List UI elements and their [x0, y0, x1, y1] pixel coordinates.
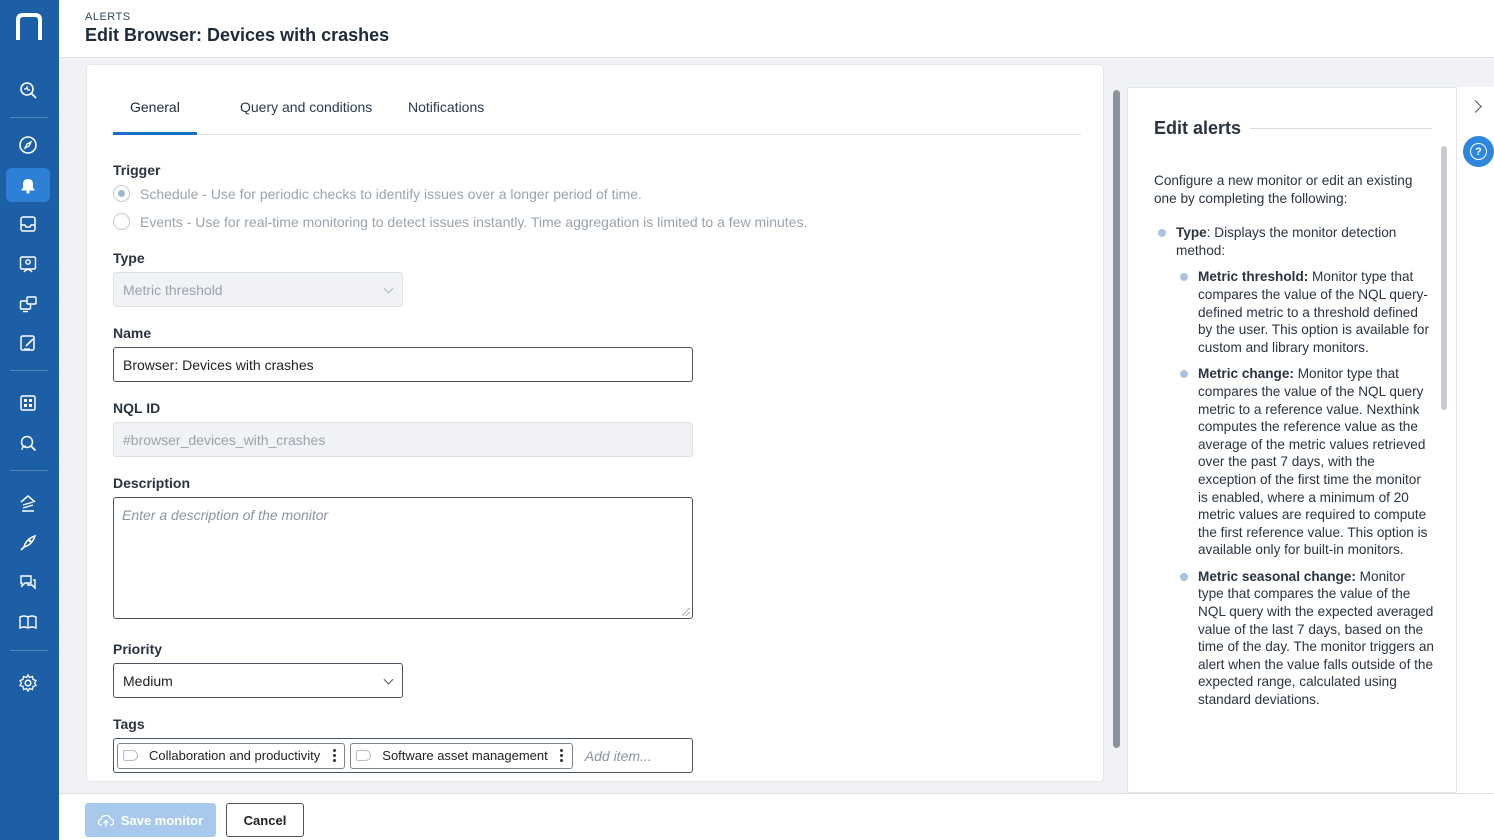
nav-user-search-icon[interactable] — [6, 247, 50, 281]
page-title: Edit Browser: Devices with crashes — [85, 25, 390, 45]
tag-chip[interactable] — [350, 743, 572, 769]
help-title: Edit alerts — [1154, 118, 1242, 138]
tags-input[interactable] — [113, 738, 693, 773]
nql-id-label: NQL ID — [113, 400, 161, 416]
nav-book-icon[interactable] — [6, 605, 50, 639]
resize-handle-icon[interactable] — [682, 608, 690, 616]
nav-campaign-icon[interactable] — [6, 486, 50, 520]
help-side-strip — [1457, 87, 1494, 793]
tag-icon — [123, 750, 138, 761]
nql-id-placeholder: #browser_devices_with_crashes — [123, 431, 326, 448]
nql-id-input[interactable] — [113, 422, 693, 457]
save-monitor-label: Save monitor — [120, 812, 204, 828]
trigger-option-schedule-label: Schedule - Use for periodic checks to identify issues over a longer period of time. — [140, 185, 642, 202]
radio-events[interactable] — [113, 213, 130, 230]
description-placeholder: Enter a description of the monitor — [122, 507, 329, 523]
nav-search-icon[interactable] — [6, 73, 50, 107]
nexthink-logo[interactable] — [15, 12, 43, 42]
tag-label: Software asset management — [382, 748, 548, 763]
tab-bar — [113, 87, 1081, 135]
breadcrumb[interactable]: ALERTS — [85, 11, 131, 23]
tags-label: Tags — [113, 716, 145, 732]
main-nav — [0, 0, 59, 840]
radio-schedule[interactable] — [113, 185, 130, 202]
help-scrollbar[interactable] — [1441, 146, 1447, 410]
tag-icon — [356, 750, 371, 761]
help-body — [1154, 172, 1434, 717]
help-type-item: Type: Displays the monitor detection method: — [1154, 224, 1434, 259]
monitor-form-card — [86, 64, 1104, 782]
help-panel — [1127, 87, 1457, 793]
save-monitor-button[interactable] — [85, 803, 216, 837]
tab-notifications[interactable]: Notifications — [408, 99, 485, 115]
nav-devices-icon[interactable] — [6, 287, 50, 321]
chevron-down-icon — [384, 674, 394, 684]
chevron-down-icon — [384, 283, 394, 293]
description-textarea[interactable] — [113, 497, 693, 619]
help-subitem: Metric threshold: Monitor type that compares the value of the NQL query-defined metric to a threshold defined by the user. This option is available for custom and library monitors. — [1176, 268, 1434, 356]
nav-apps-grid-icon[interactable] — [6, 386, 50, 420]
kebab-menu-icon[interactable] — [552, 744, 572, 768]
nav-investigation-icon[interactable] — [6, 426, 50, 460]
question-mark-icon: ? — [1470, 143, 1487, 160]
page-header — [59, 0, 1494, 58]
trigger-option-events[interactable] — [113, 213, 807, 230]
help-button[interactable] — [1463, 136, 1494, 167]
nav-edit-report-icon[interactable] — [6, 326, 50, 360]
nav-inbox-icon[interactable] — [6, 207, 50, 241]
tab-query-and-conditions[interactable]: Query and conditions — [240, 99, 373, 115]
kebab-menu-icon[interactable] — [324, 744, 344, 768]
cancel-button[interactable]: Cancel — [226, 803, 304, 837]
nav-compass-icon[interactable] — [6, 128, 50, 162]
trigger-label: Trigger — [113, 162, 161, 178]
type-label: Type — [113, 250, 145, 266]
nav-alerts-bell-icon[interactable] — [6, 168, 50, 202]
name-input-value: Browser: Devices with crashes — [123, 356, 314, 373]
type-select-value: Metric threshold — [123, 281, 223, 298]
type-select[interactable] — [113, 272, 403, 307]
description-label: Description — [113, 475, 191, 491]
help-subitem: Metric seasonal change: Monitor type that compares the value of the NQL query with the expected averaged value of the last 7 days, based on the time of the day. The monitor triggers an alert when the value falls outside of the expected range, calculated using standard deviations. — [1176, 568, 1434, 709]
tag-chip[interactable] — [117, 743, 345, 769]
nav-chat-icon[interactable] — [6, 565, 50, 599]
name-label: Name — [113, 325, 152, 341]
form-footer — [59, 793, 1494, 840]
priority-label: Priority — [113, 641, 163, 657]
nav-settings-gear-icon[interactable] — [6, 666, 50, 700]
help-subitem: Metric change: Monitor type that compares the value of the NQL query metric to a reference value. Nexthink computes the reference value as the average of the metric values retrieved over the past 7 days, with the exception of the first time the monitor is enabled, where a minimum of 20 metric values are required to compute the first reference value. This option is available only for built-in monitors. — [1176, 365, 1434, 559]
divider — [1250, 128, 1432, 129]
priority-select[interactable] — [113, 663, 403, 698]
tag-label: Collaboration and productivity — [149, 748, 321, 763]
add-tag-input[interactable]: Add item... — [584, 747, 652, 764]
help-intro: Configure a new monitor or edit an existing one by completing the following: — [1154, 173, 1413, 206]
main-scrollbar[interactable] — [1113, 90, 1120, 748]
trigger-option-events-label: Events - Use for real-time monitoring to detect issues instantly. Time aggregation is limited to a few minutes. — [140, 213, 808, 230]
name-input[interactable] — [113, 347, 693, 382]
trigger-option-schedule[interactable] — [113, 185, 642, 202]
priority-select-value: Medium — [123, 672, 173, 689]
tab-general[interactable]: General — [113, 99, 197, 135]
nav-rocket-icon[interactable] — [6, 526, 50, 560]
cloud-upload-icon — [98, 814, 114, 827]
